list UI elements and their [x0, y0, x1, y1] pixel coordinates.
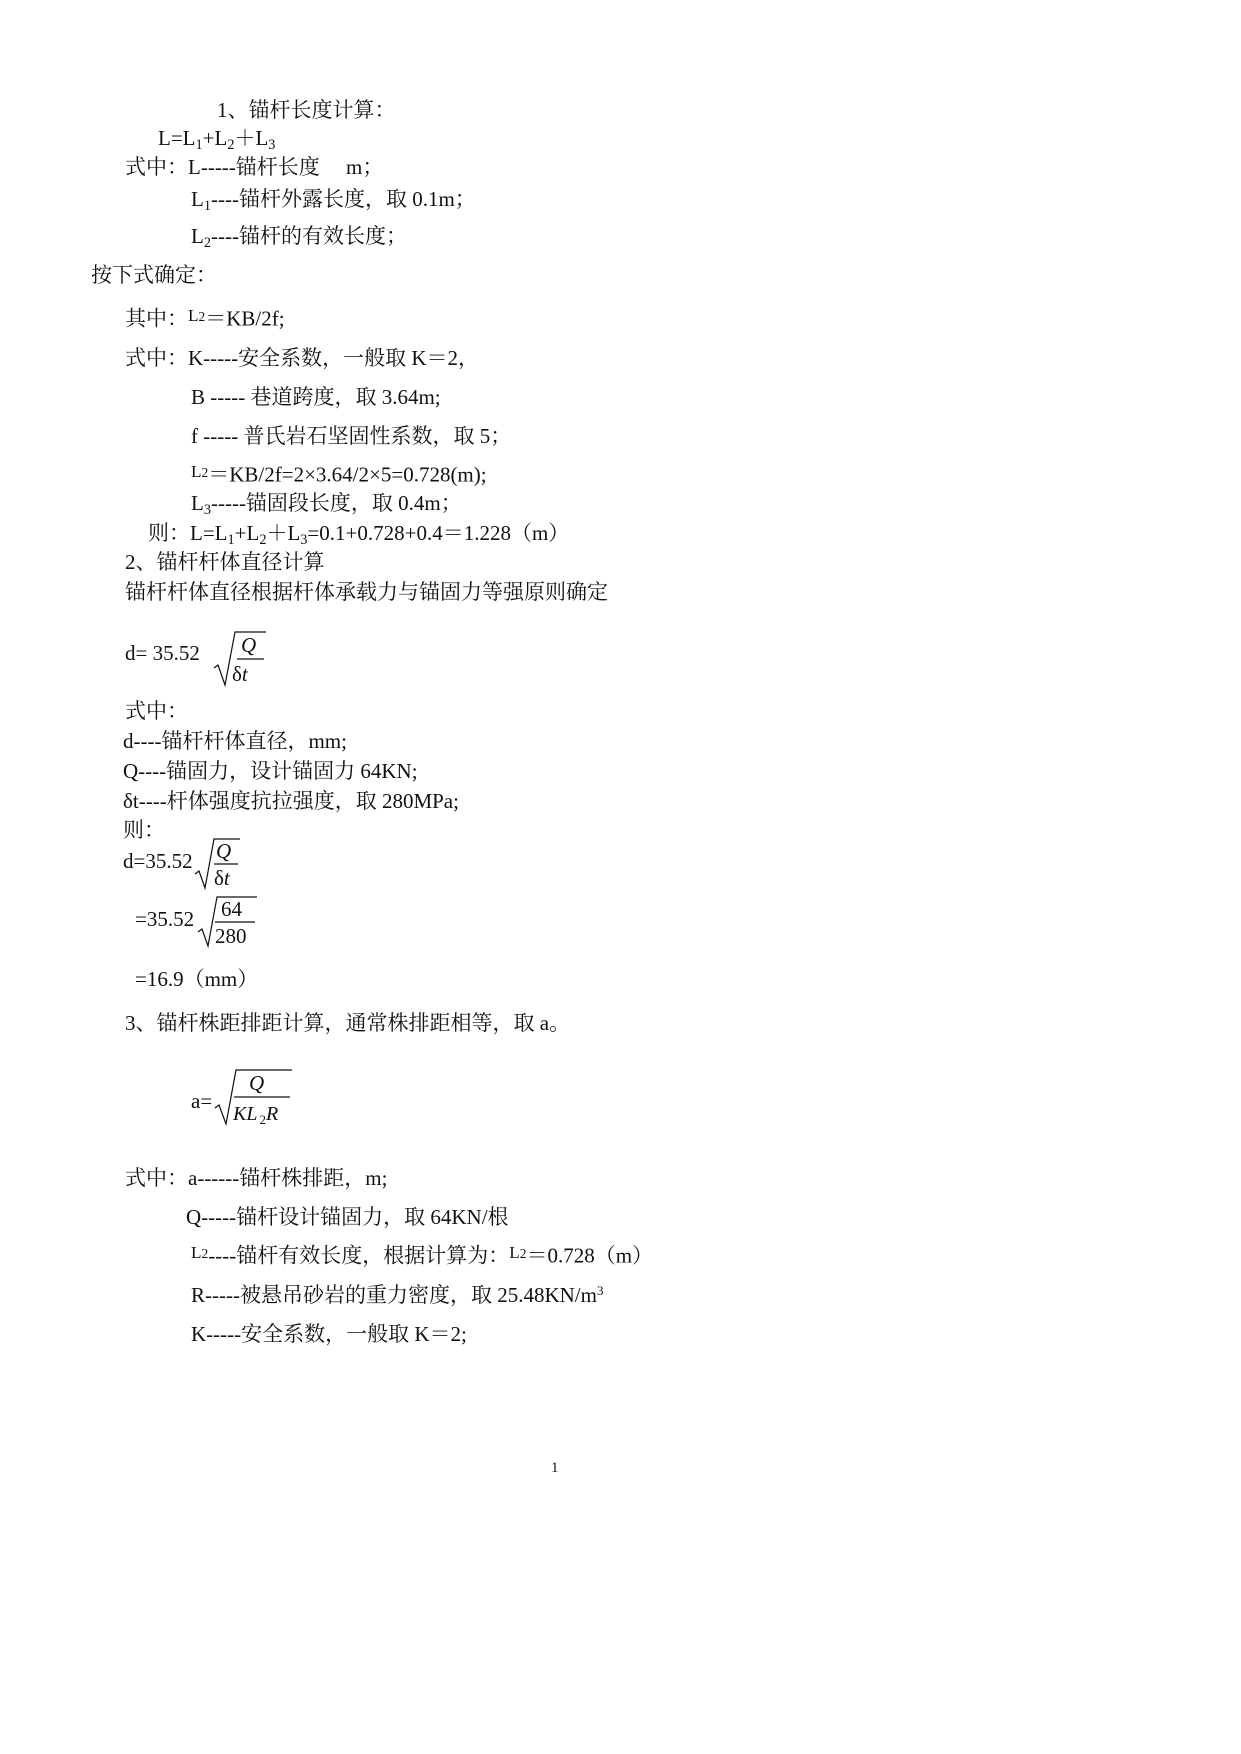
effective-length-definition: $^{L2}$----锚杆有效长度，根据计算为：$^{L2}$＝0.728（m） — [191, 1243, 654, 1268]
safety-factor-definition: K-----安全系数，一般取 K＝2; — [191, 1322, 467, 1346]
spacing-formula-prefix: a= — [191, 1089, 213, 1113]
spacing-formula-sub: 2 — [259, 1112, 266, 1127]
diameter-calc-delta: δ — [214, 866, 224, 890]
L2-formula: 其中：$^{L2}$＝KB/2f; — [125, 306, 285, 331]
section-2-description: 锚杆杆体直径根据杆体承载力与锚固力等强原则确定 — [125, 580, 608, 604]
section-1-title: 1、锚杆长度计算： — [217, 98, 396, 122]
L2-calculation: $^{L2}$＝KB/2f=2×3.64/2×5=0.728(m); — [191, 462, 487, 487]
B-definition: B ----- 巷道跨度，取 3.64m; — [191, 385, 441, 409]
diameter-formula-numerator: Q — [241, 633, 257, 657]
diameter-formula-radical — [210, 628, 270, 690]
K-definition: 式中：K-----安全系数，一般取 K＝2， — [125, 346, 480, 370]
delta-t-definition: δt----杆体强度抗拉强度，取 280MPa; — [123, 789, 459, 813]
section-2-then: 则： — [123, 818, 165, 842]
diameter-substitution-radical — [195, 894, 261, 950]
svg-text:δt — [214, 866, 231, 890]
diameter-calc-numerator: Q — [216, 839, 232, 863]
diameter-formula-prefix: d= 35.52 — [125, 641, 200, 665]
svg-text:δt — [232, 662, 249, 686]
Q-definition: Q----锚固力，设计锚固力 64KN; — [123, 759, 418, 783]
section-3-title: 3、锚杆株距排距计算，通常株排距相等，取 a。 — [125, 1011, 571, 1035]
spacing-formula-numerator: Q — [249, 1071, 265, 1095]
f-definition: f ----- 普氏岩石坚固性系数，取 5； — [191, 424, 512, 448]
spacing-formula-radical — [212, 1066, 296, 1128]
spacing-formula-KL: KL — [233, 1103, 258, 1125]
svg-text:KL2R — [232, 1103, 278, 1127]
diameter-result: =16.9（mm） — [135, 967, 259, 991]
determine-text: 按下式确定： — [91, 263, 217, 287]
diameter-calc-t: t — [223, 866, 230, 890]
diameter-substitution-denominator: 280 — [215, 924, 247, 948]
R-definition: R-----被悬吊砂岩的重力密度，取 $25.48KN/m^3$ — [191, 1282, 604, 1307]
where-L-definition: 式中：L-----锚杆长度 m； — [125, 155, 384, 179]
diameter-formula-t: t — [241, 662, 248, 686]
diameter-substitution-numerator: 64 — [221, 897, 242, 921]
L1-definition: $L_1----$锚杆外露长度，取 0.1m； — [191, 187, 476, 214]
length-formula: $L=L_1+L_2+L_3$ — [158, 126, 276, 153]
d-definition: d----锚杆杆体直径，mm; — [123, 729, 347, 753]
page-number: 1 — [551, 1460, 559, 1476]
diameter-formula-delta: δ — [232, 662, 242, 686]
spacing-formula-R: R — [265, 1103, 279, 1125]
diameter-calc-radical — [192, 836, 244, 892]
section-2-where: 式中： — [125, 699, 188, 723]
a-definition: 式中：a------锚杆株排距，m; — [125, 1166, 388, 1190]
L3-definition: $L_3-----$锚固段长度，取 0.4m； — [191, 491, 462, 518]
length-result: 则：$L=L_1+L_2+L_3=0.1+0.728+0.4=1.228(m)$ — [148, 521, 570, 548]
design-Q-definition: Q-----锚杆设计锚固力，取 64KN/根 — [186, 1205, 509, 1229]
diameter-calc-prefix: d=35.52 — [123, 849, 193, 873]
section-2-title: 2、锚杆杆体直径计算 — [125, 550, 325, 574]
diameter-substitution-prefix: =35.52 — [135, 907, 195, 931]
L2-definition: $L_2----$锚杆的有效长度； — [191, 224, 407, 251]
